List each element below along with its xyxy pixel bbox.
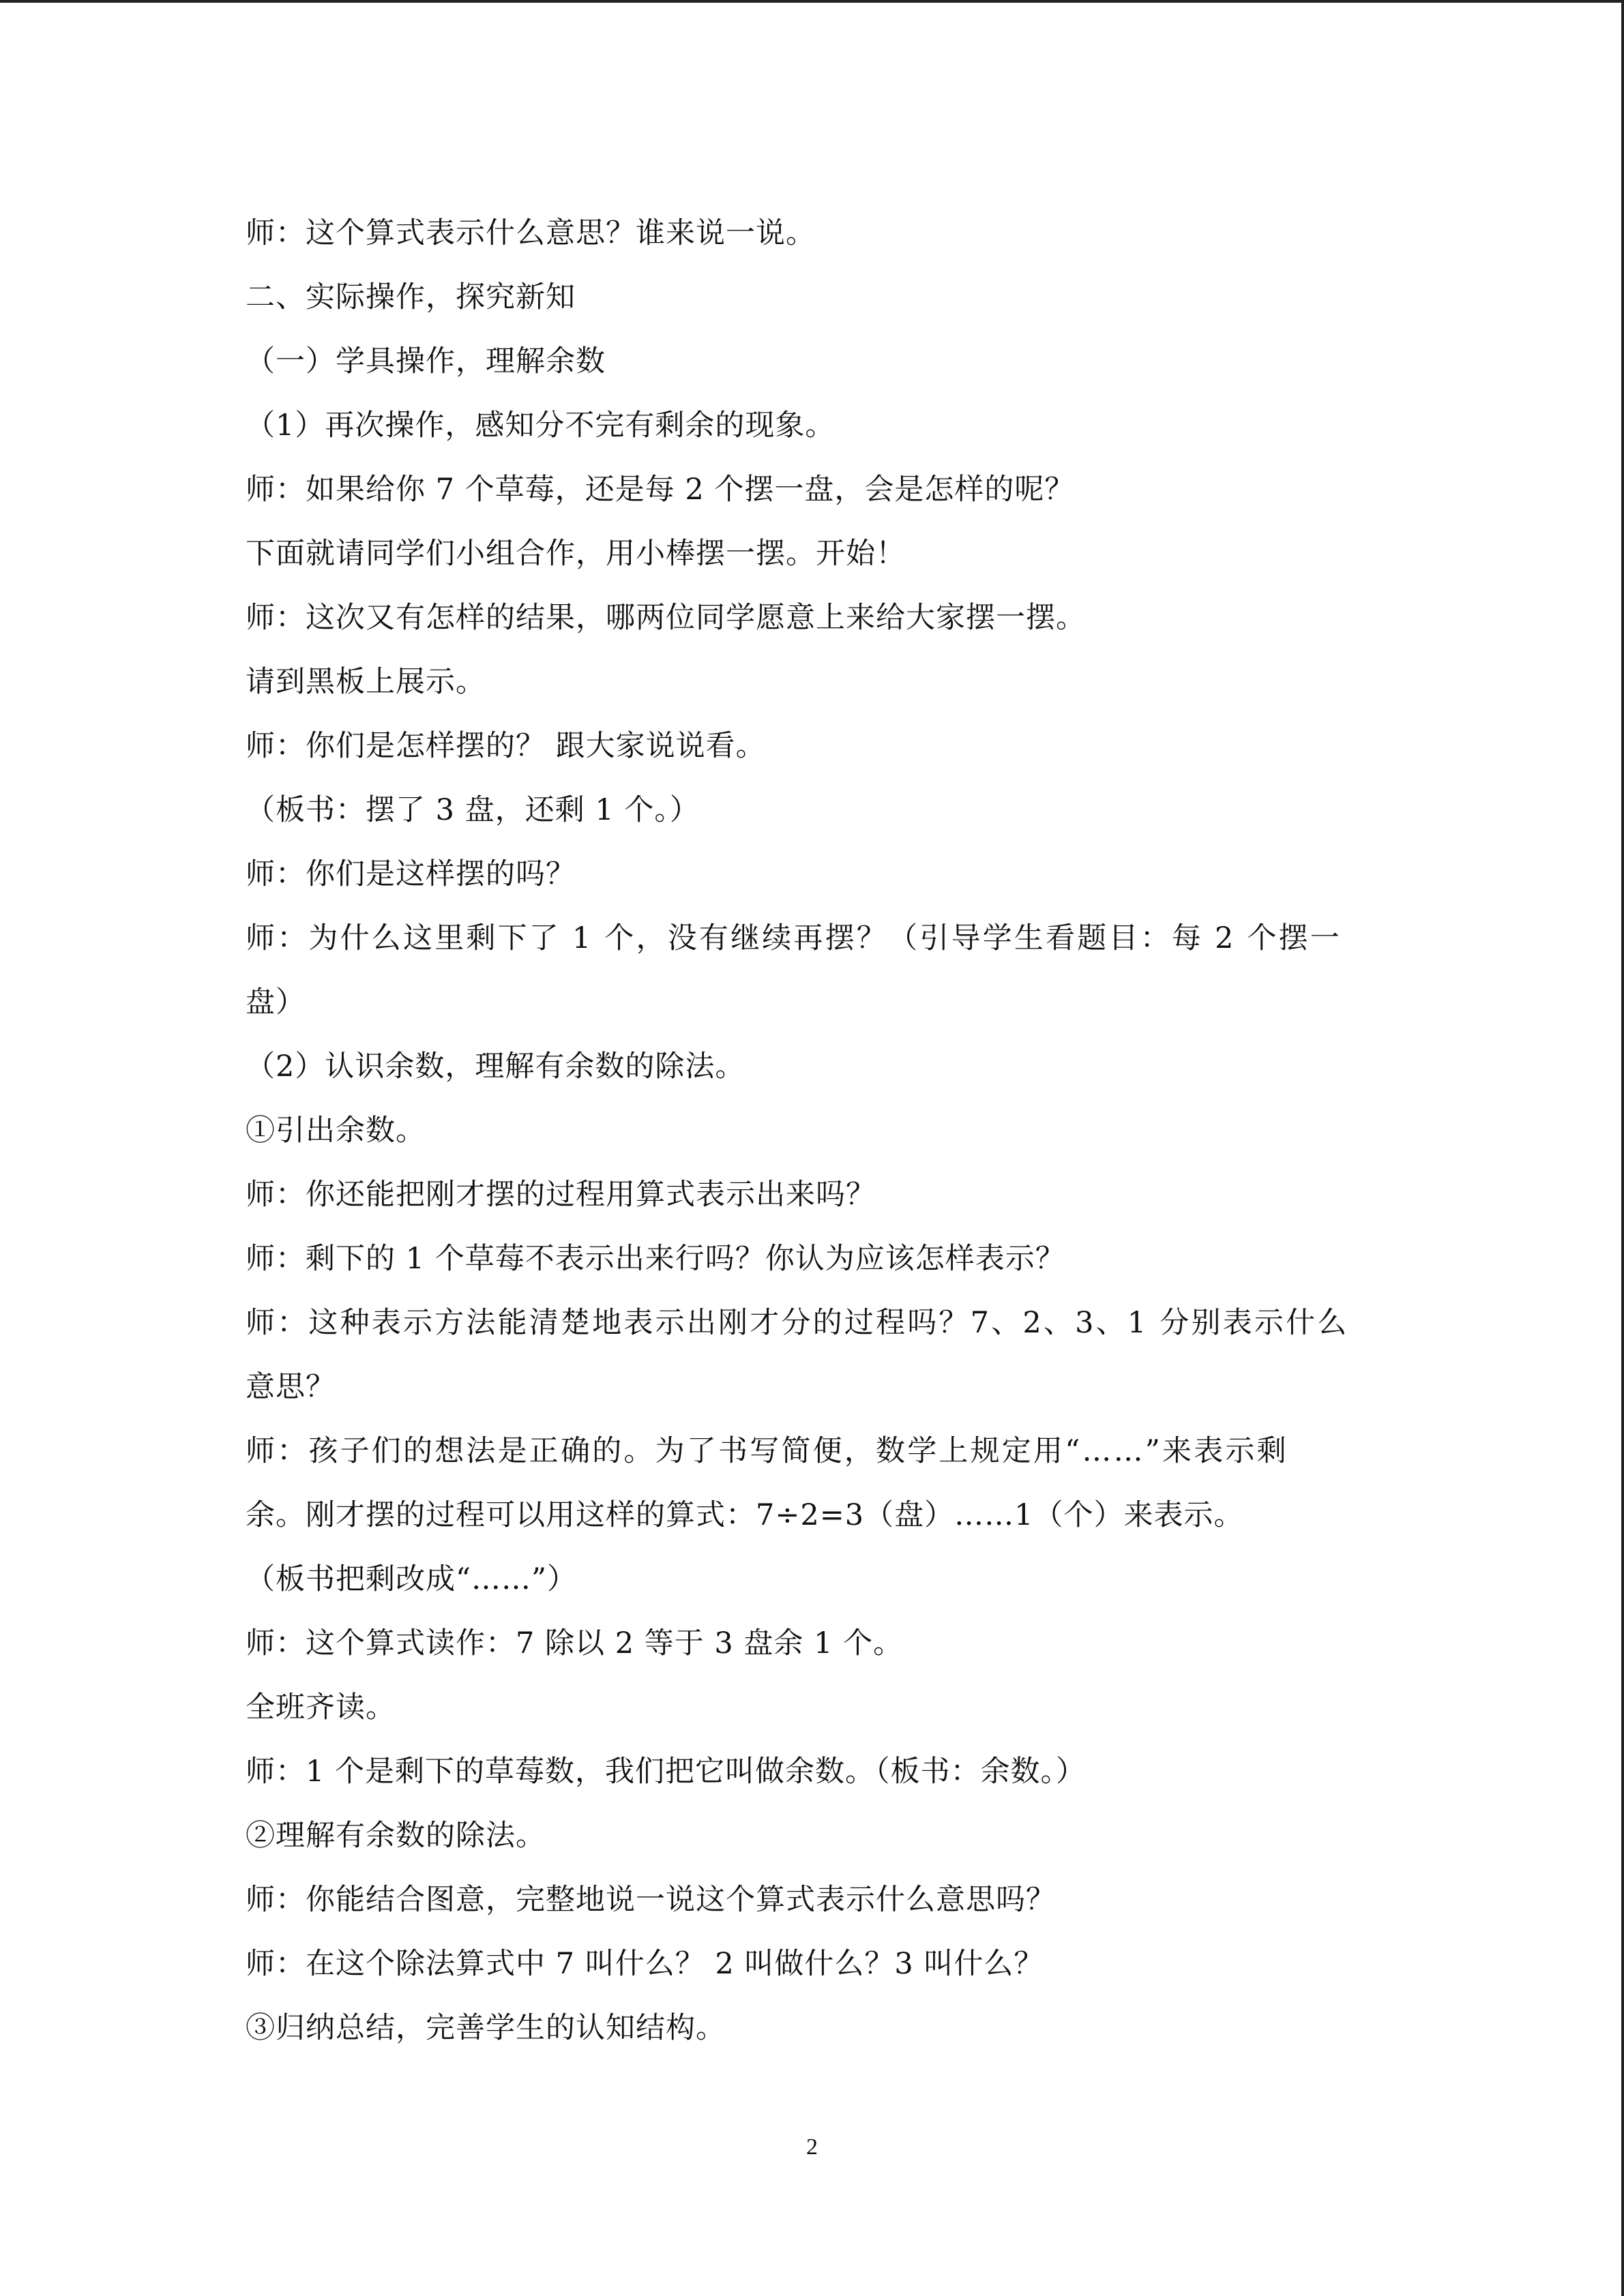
text-line: 盘） (246, 985, 306, 1019)
text-line: 师：你们是这样摆的吗？ (246, 857, 576, 891)
page-number: 2 (806, 2134, 818, 2160)
step-heading: （1）再次操作，感知分不完有剩余的现象。 (246, 408, 836, 443)
text-line: ①引出余数。 (246, 1114, 426, 1148)
text-line: 师：这次又有怎样的结果，哪两位同学愿意上来给大家摆一摆。 (246, 601, 1086, 635)
text-line: （板书把剩改成“……”） (246, 1562, 577, 1596)
subsection-heading: （一）学具操作，理解余数 (246, 344, 606, 378)
section-heading: 二、实际操作，探究新知 (246, 280, 576, 314)
text-line: 师：你能结合图意，完整地说一说这个算式表示什么意思吗？ (246, 1883, 1056, 1917)
document-body (246, 201, 1368, 2060)
text-line: 师：你们是怎样摆的？ 跟大家说说看。 (246, 729, 766, 763)
text-line: 师：剩下的 1 个草莓不表示出来行吗？你认为应该怎样表示？ (246, 1242, 1065, 1276)
page-right-border (1621, 0, 1624, 2296)
text-line: 下面就请同学们小组合作，用小棒摆一摆。开始！ (246, 537, 906, 571)
text-line: 请到黑板上展示。 (246, 665, 486, 699)
text-line: 师：如果给你 7 个草莓，还是每 2 个摆一盘，会是怎样的呢？ (246, 473, 1075, 507)
text-line: 师：在这个除法算式中 7 叫什么？ 2 叫做什么？3 叫什么？ (246, 1947, 1044, 1981)
text-line: 师：这个算式读作：7 除以 2 等于 3 盘余 1 个。 (246, 1626, 904, 1660)
step-heading: （2）认识余数，理解有余数的除法。 (246, 1049, 745, 1084)
text-line: 师：1 个是剩下的草莓数，我们把它叫做余数。（板书：余数。） (246, 1755, 1087, 1789)
text-line: 意思？ (246, 1370, 336, 1404)
text-line: ②理解有余数的除法。 (246, 1819, 546, 1853)
text-line: （板书：摆了 3 盘，还剩 1 个。） (246, 793, 700, 827)
text-line: 师：孩子们的想法是正确的。为了书写简便，数学上规定用“……”来表示剩 (246, 1434, 1288, 1468)
text-line: 师：为什么这里剩下了 1 个，没有继续再摆？（引导学生看题目：每 2 个摆一 (246, 921, 1342, 955)
text-line: 师：这种表示方法能清楚地表示出刚才分的过程吗？7、2、3、1 分别表示什么 (246, 1306, 1349, 1340)
text-line: 师：你还能把刚才摆的过程用算式表示出来吗？ (246, 1178, 876, 1212)
text-line: ③归纳总结，完善学生的认知结构。 (246, 2011, 726, 2045)
page-top-border (0, 0, 1624, 3)
text-line: 余。刚才摆的过程可以用这样的算式：7÷2=3（盘）……1（个）来表示。 (246, 1498, 1244, 1532)
text-line: 全班齐读。 (246, 1690, 396, 1725)
text-line: 师：这个算式表示什么意思？谁来说一说。 (246, 216, 816, 250)
